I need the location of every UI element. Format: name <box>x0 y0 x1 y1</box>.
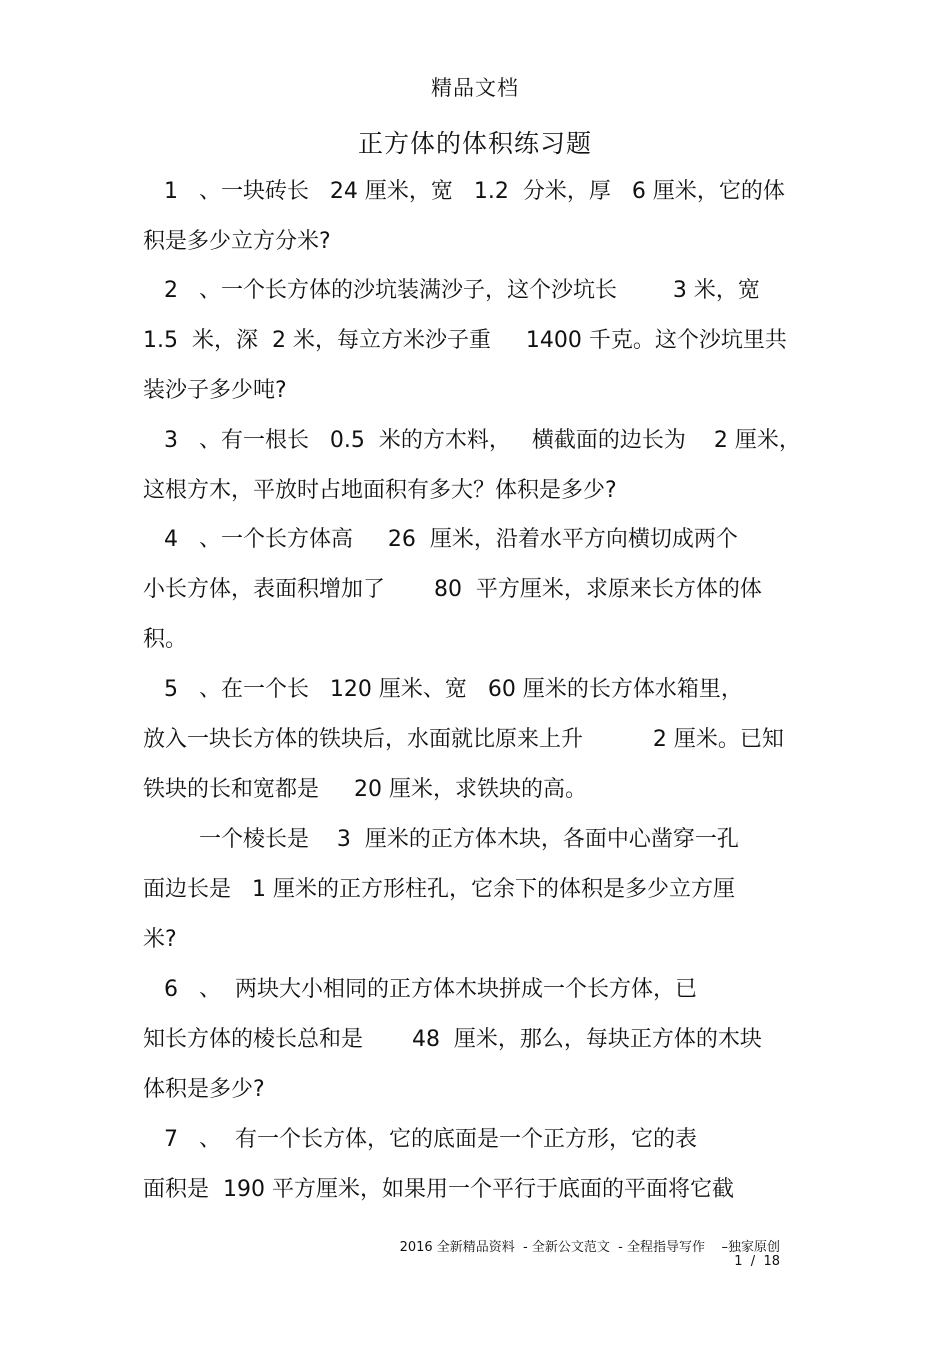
text-line: 米? <box>143 927 177 952</box>
text-line: 积是多少立方分米? <box>143 229 331 254</box>
text-line: 积。 <box>143 627 188 652</box>
text-line: 放入一块长方体的铁块后，水面就比原来上升 2 厘米。已知 <box>143 727 784 752</box>
document-title: 正方体的体积练习题 <box>357 129 592 158</box>
page-header: 精品文档 <box>431 76 519 100</box>
text-line: 装沙子多少吨? <box>143 378 287 403</box>
text-line: 6 、 两块大小相同的正方体木块拼成一个长方体，已 <box>143 977 697 1002</box>
page-number: 1 / 18 <box>734 1254 780 1269</box>
text-line: 5 、在一个长 120 厘米、宽 60 厘米的长方体水箱里， <box>143 677 743 702</box>
text-line: 3 、有一根长 0.5 米的方木料， 横截面的边长为 2 厘米， <box>143 428 801 453</box>
text-line: 面边长是 1 厘米的正方形柱孔，它余下的体积是多少立方厘 <box>143 877 735 902</box>
text-line: 7 、 有一个长方体，它的底面是一个正方形，它的表 <box>143 1127 697 1152</box>
text-line: 4 、一个长方体高 26 厘米，沿着水平方向横切成两个 <box>143 527 738 552</box>
text-line: 体积是多少? <box>143 1077 265 1102</box>
text-line: 1 、一块砖长 24 厘米，宽 1.2 分米，厚 6 厘米，它的体 <box>143 179 785 204</box>
text-line: 2 、一个长方体的沙坑装满沙子，这个沙坑长 3 米，宽 <box>143 278 760 303</box>
text-line: 面积是 190 平方厘米，如果用一个平行于底面的平面将它截 <box>143 1177 734 1202</box>
text-line: 小长方体，表面积增加了 80 平方厘米，求原来长方体的体 <box>143 577 762 602</box>
footer-note: 2016 全新精品资料 - 全新公文范文 - 全程指导写作 –独家原创 <box>399 1240 780 1255</box>
text-line: 知长方体的棱长总和是 48 厘米，那么，每块正方体的木块 <box>143 1027 762 1052</box>
text-line: 一个棱长是 3 厘米的正方体木块，各面中心凿穿一孔 <box>143 827 739 852</box>
text-line: 这根方木，平放时占地面积有多大？体积是多少? <box>143 478 617 503</box>
text-line: 1.5 米，深 2 米，每立方米沙子重 1400 千克。这个沙坑里共 <box>143 328 787 353</box>
text-line: 铁块的长和宽都是 20 厘米，求铁块的高。 <box>143 777 587 802</box>
